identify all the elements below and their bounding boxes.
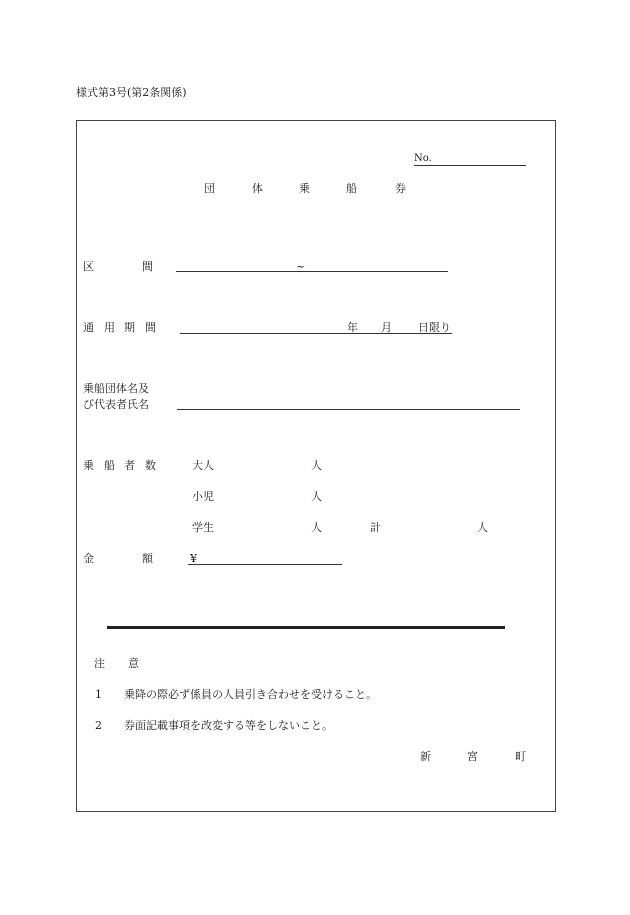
validity-label-char: 用 [104,321,115,334]
amount-currency: ¥ [190,552,197,565]
child-unit: 人 [311,490,322,503]
section-label-char: 間 [142,260,153,273]
passengers-label-char: 船 [104,459,115,472]
ticket-no-line [414,165,526,166]
form-number: 様式第3号(第2条関係) [76,86,187,99]
validity-label-char: 通 [83,321,94,334]
notes-title-char: 意 [128,657,139,670]
section-separator: ~ [296,260,306,273]
section-line [176,271,448,272]
issuer-char: 宮 [467,750,478,763]
note-text: 券面記載事項を改変する等をしないこと。 [124,719,333,732]
ticket-title-char: 体 [252,182,263,195]
amount-label-char: 額 [142,552,153,565]
total-label: 計 [370,521,381,534]
ticket-no-label: No. [414,153,432,164]
child-label: 小児 [192,490,214,503]
ticket-title-char: 券 [395,182,406,195]
passengers-label-char: 数 [145,459,156,472]
issuer-char: 町 [515,750,526,763]
adult-unit: 人 [311,459,322,472]
validity-label-char: 間 [145,321,156,334]
validity-until: 日限り [418,321,451,334]
group-line [177,409,520,410]
ticket-title-char: 団 [204,182,215,195]
section-label-char: 区 [83,260,94,273]
note-number: 1 [95,688,102,701]
note-number: 2 [95,719,102,732]
amount-label-char: 金 [83,552,94,565]
validity-month: 月 [381,321,392,334]
adult-label: 大人 [192,459,214,472]
passengers-label-char: 乗 [83,459,94,472]
notes-title-char: 注 [94,657,105,670]
student-label: 学生 [192,521,214,534]
passengers-label-char: 者 [124,459,135,472]
total-unit: 人 [477,521,488,534]
group-label-line1: 乗船団体名及 [83,382,149,395]
ticket-title-char: 船 [346,182,357,195]
validity-year: 年 [347,321,358,334]
ticket-title-char: 乗 [299,182,310,195]
group-label-line2: び代表者氏名 [83,398,149,411]
note-text: 乗降の際必ず係員の人員引き合わせを受けること。 [124,688,377,701]
validity-line [180,333,452,334]
amount-line [188,564,342,565]
separator-bar [107,626,505,629]
validity-label-char: 期 [124,321,135,334]
student-unit: 人 [311,521,322,534]
issuer-char: 新 [420,750,431,763]
